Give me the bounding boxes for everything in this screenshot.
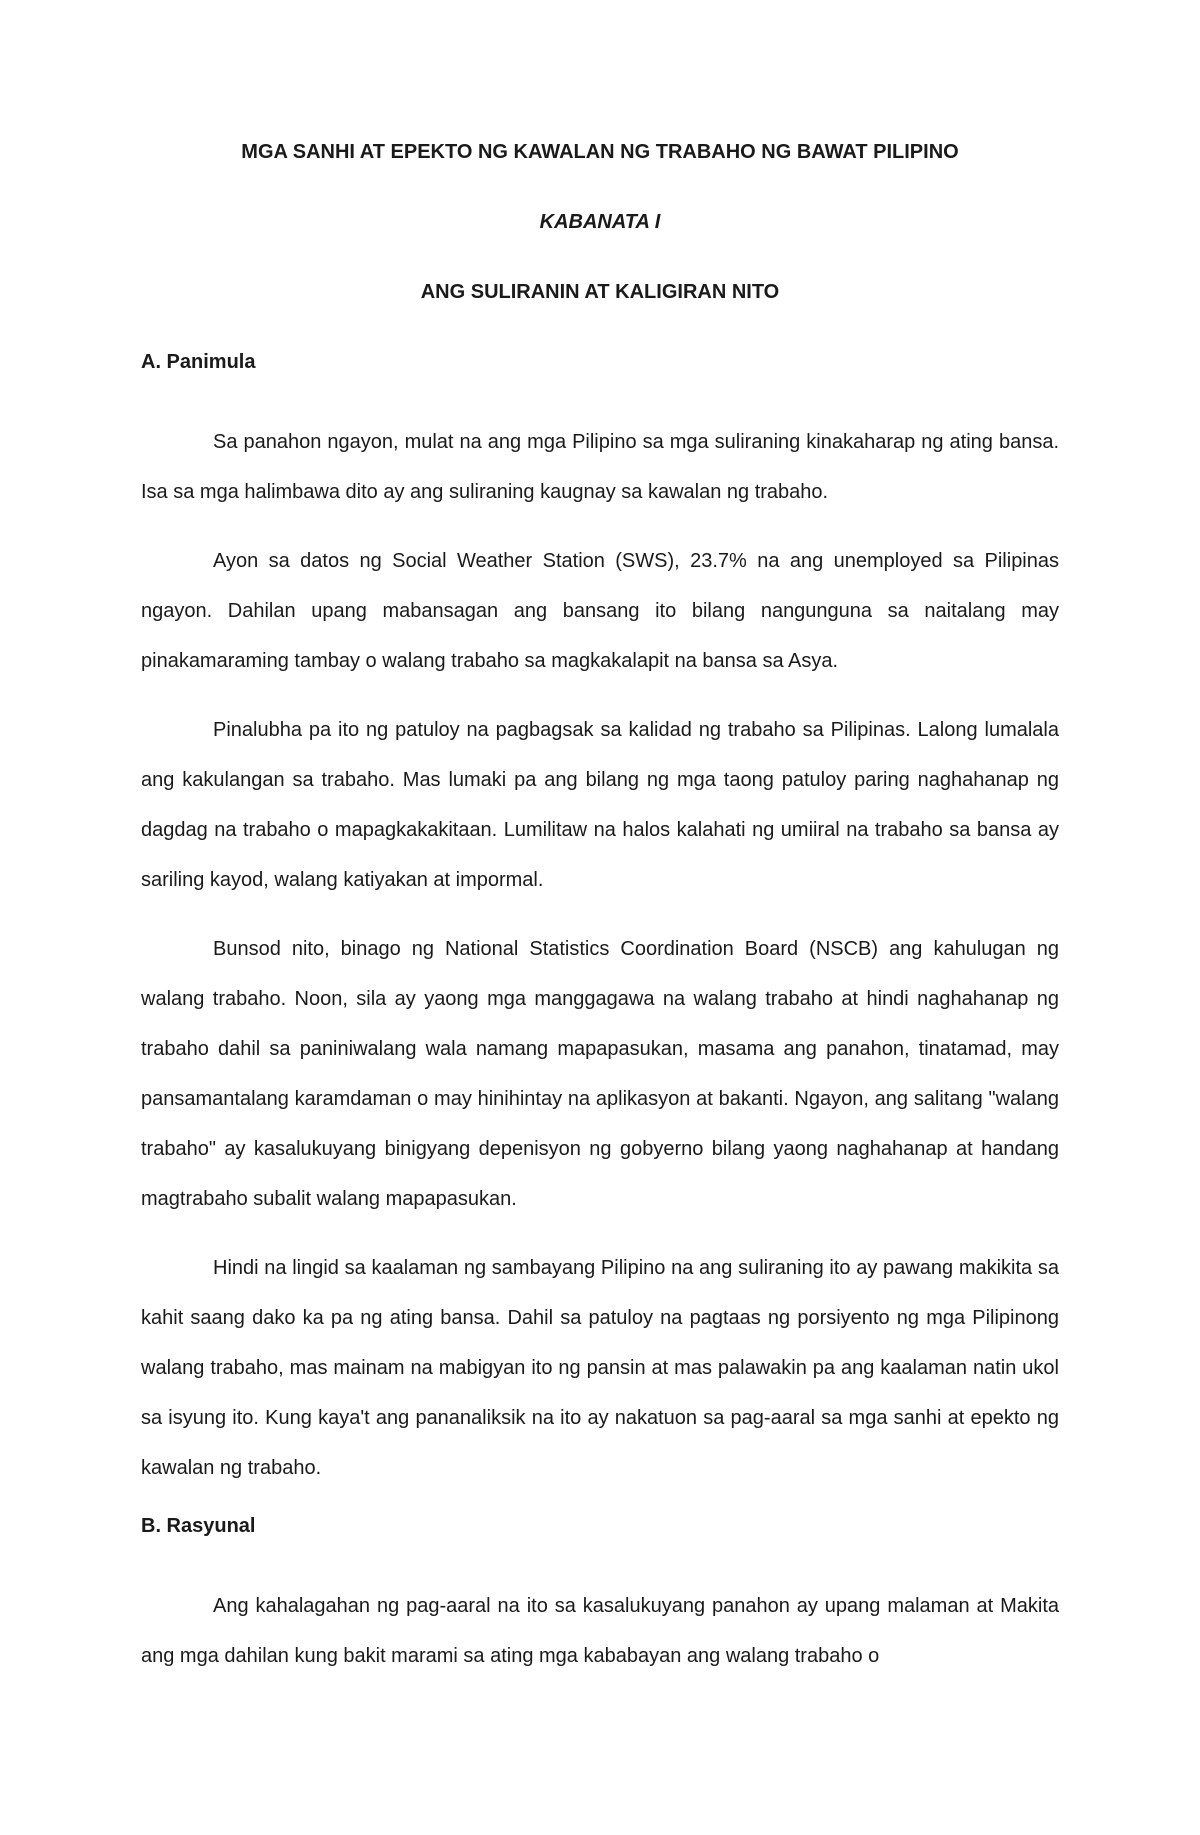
chapter-subtitle: ANG SULIRANIN AT KALIGIRAN NITO <box>420 281 780 303</box>
section-heading: B. Rasyunal <box>141 1515 256 1537</box>
paragraph: Sa panahon ngayon, mulat na ang mga Pilipino sa mga suliraning kinakaharap ng ating bansa. Isa sa mga halimbawa dito ay ang suliraning kaugnay sa kawalan ng trabaho. <box>141 431 1059 503</box>
section-heading: A. Panimula <box>141 351 256 373</box>
paragraph: Ayon sa datos ng Social Weather Station (SWS), 23.7% na ang unemployed sa Pilipinas ngayon. Dahilan upang mabansagan ang bansang ito bilang nangunguna sa naitalang may pinakamaraming tambay o walang trabaho sa magkakalapit na bansa sa Asya. <box>141 550 1059 672</box>
paragraph: Pinalubha pa ito ng patuloy na pagbagsak sa kalidad ng trabaho sa Pilipinas. Lalong lumalala ang kakulangan sa trabaho. Mas lumaki pa ang bilang ng mga taong patuloy paring naghahanap ng dagdag na trabaho o mapagkakakitaan. Lumilitaw na halos kalahati ng umiiral na trabaho sa bansa ay sariling kayod, walang katiyakan at impormal. <box>141 719 1059 891</box>
document-body <box>141 138 1059 1681</box>
document-title: MGA SANHI AT EPEKTO NG KAWALAN NG TRABAHO NG BAWAT PILIPINO <box>241 141 959 163</box>
paragraph: Ang kahalagahan ng pag-aaral na ito sa kasalukuyang panahon ay upang malaman at Makita ang mga dahilan kung bakit marami sa ating mga kababayan ang walang trabaho o <box>141 1595 1059 1667</box>
section-panimula <box>141 348 1059 1493</box>
section-rasyunal <box>141 1512 1059 1681</box>
paragraph: Bunsod nito, binago ng National Statistics Coordination Board (NSCB) ang kahulugan ng walang trabaho. Noon, sila ay yaong mga manggagawa na walang trabaho at hindi naghahanap ng trabaho dahil sa paniniwalang wala namang mapapasukan, masama ang panahon, tinatamad, may pansamantalang karamdaman o may hinihintay na aplikasyon at bakanti. Ngayon, ang salitang "walang trabaho" ay kasalukuyang binigyang depenisyon ng gobyerno bilang yaong naghahanap at handang magtrabaho subalit walang mapapasukan. <box>141 938 1059 1210</box>
paragraph: Hindi na lingid sa kaalaman ng sambayang Pilipino na ang suliraning ito ay pawang makikita sa kahit saang dako ka pa ng ating bansa. Dahil sa patuloy na pagtaas ng porsiyento ng mga Pilipinong walang trabaho, mas mainam na mabigyan ito ng pansin at mas palawakin pa ang kaalaman natin ukol sa isyung ito. Kung kaya't ang pananaliksik na ito ay nakatuon sa pag-aaral sa mga sanhi at epekto ng kawalan ng trabaho. <box>141 1257 1059 1479</box>
chapter-heading: KABANATA I <box>539 211 661 233</box>
